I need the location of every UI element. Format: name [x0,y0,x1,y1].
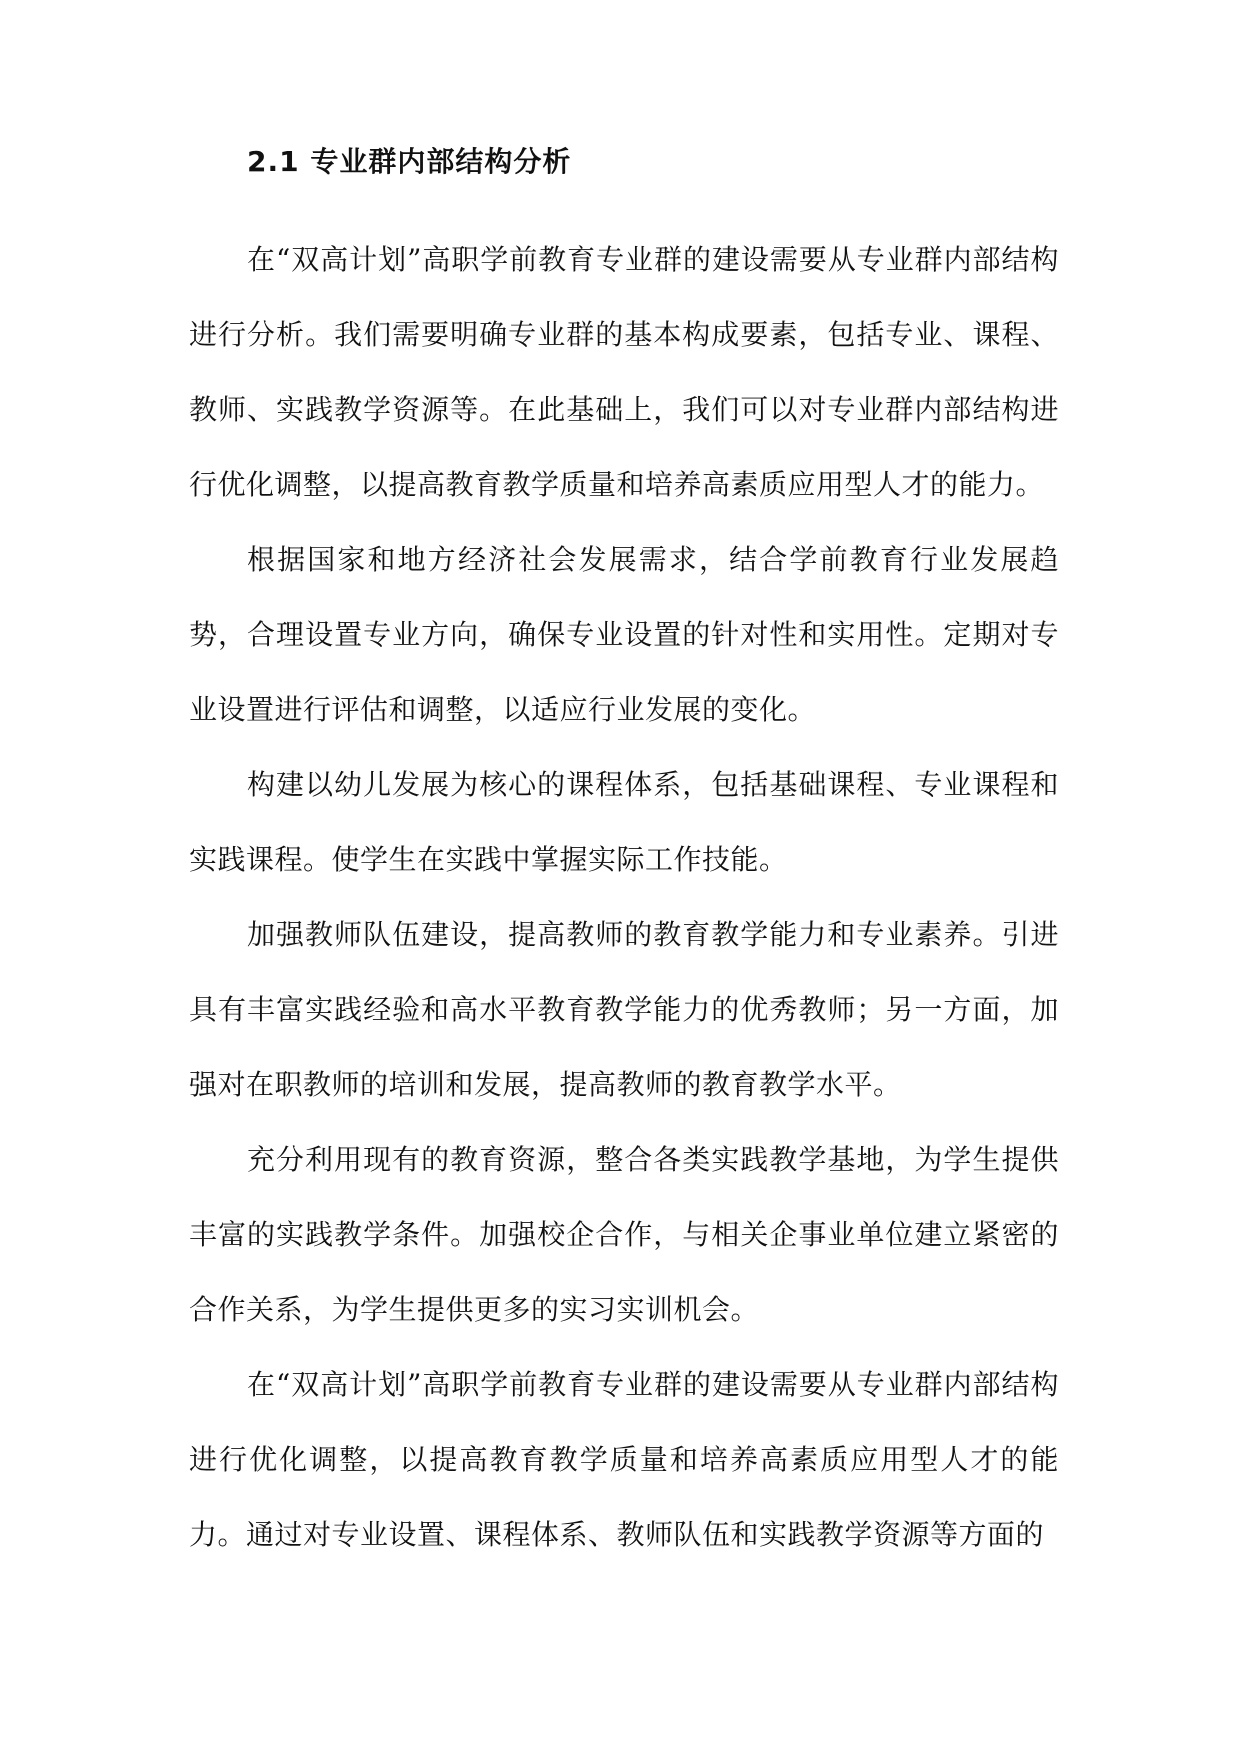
section-heading: 2.1 专业群内部结构分析 [247,145,572,178]
paragraph: 在“双高计划”高职学前教育专业群的建设需要从专业群内部结构进行分析。我们需要明确专业群的基本构成要素，包括专业、课程、教师、实践教学资源等。在此基础上，我们可以对专业群内部结构进行优化调整，以提高教育教学质量和培养高素质应用型人才的能力。 [189,243,1059,501]
document-body [189,140,1059,1572]
paragraph: 在“双高计划”高职学前教育专业群的建设需要从专业群内部结构进行优化调整，以提高教育教学质量和培养高素质应用型人才的能力。通过对专业设置、课程体系、教师队伍和实践教学资源等方面的 [189,1368,1059,1551]
paragraph: 构建以幼儿发展为核心的课程体系，包括基础课程、专业课程和实践课程。使学生在实践中掌握实际工作技能。 [189,768,1059,876]
paragraph: 充分利用现有的教育资源，整合各类实践教学基地，为学生提供丰富的实践教学条件。加强校企合作，与相关企事业单位建立紧密的合作关系，为学生提供更多的实习实训机会。 [189,1143,1059,1326]
paragraph: 根据国家和地方经济社会发展需求，结合学前教育行业发展趋势，合理设置专业方向，确保专业设置的针对性和实用性。定期对专业设置进行评估和调整，以适应行业发展的变化。 [189,543,1059,726]
paragraph: 加强教师队伍建设，提高教师的教育教学能力和专业素养。引进具有丰富实践经验和高水平教育教学能力的优秀教师；另一方面，加强对在职教师的培训和发展，提高教师的教育教学水平。 [189,918,1059,1101]
